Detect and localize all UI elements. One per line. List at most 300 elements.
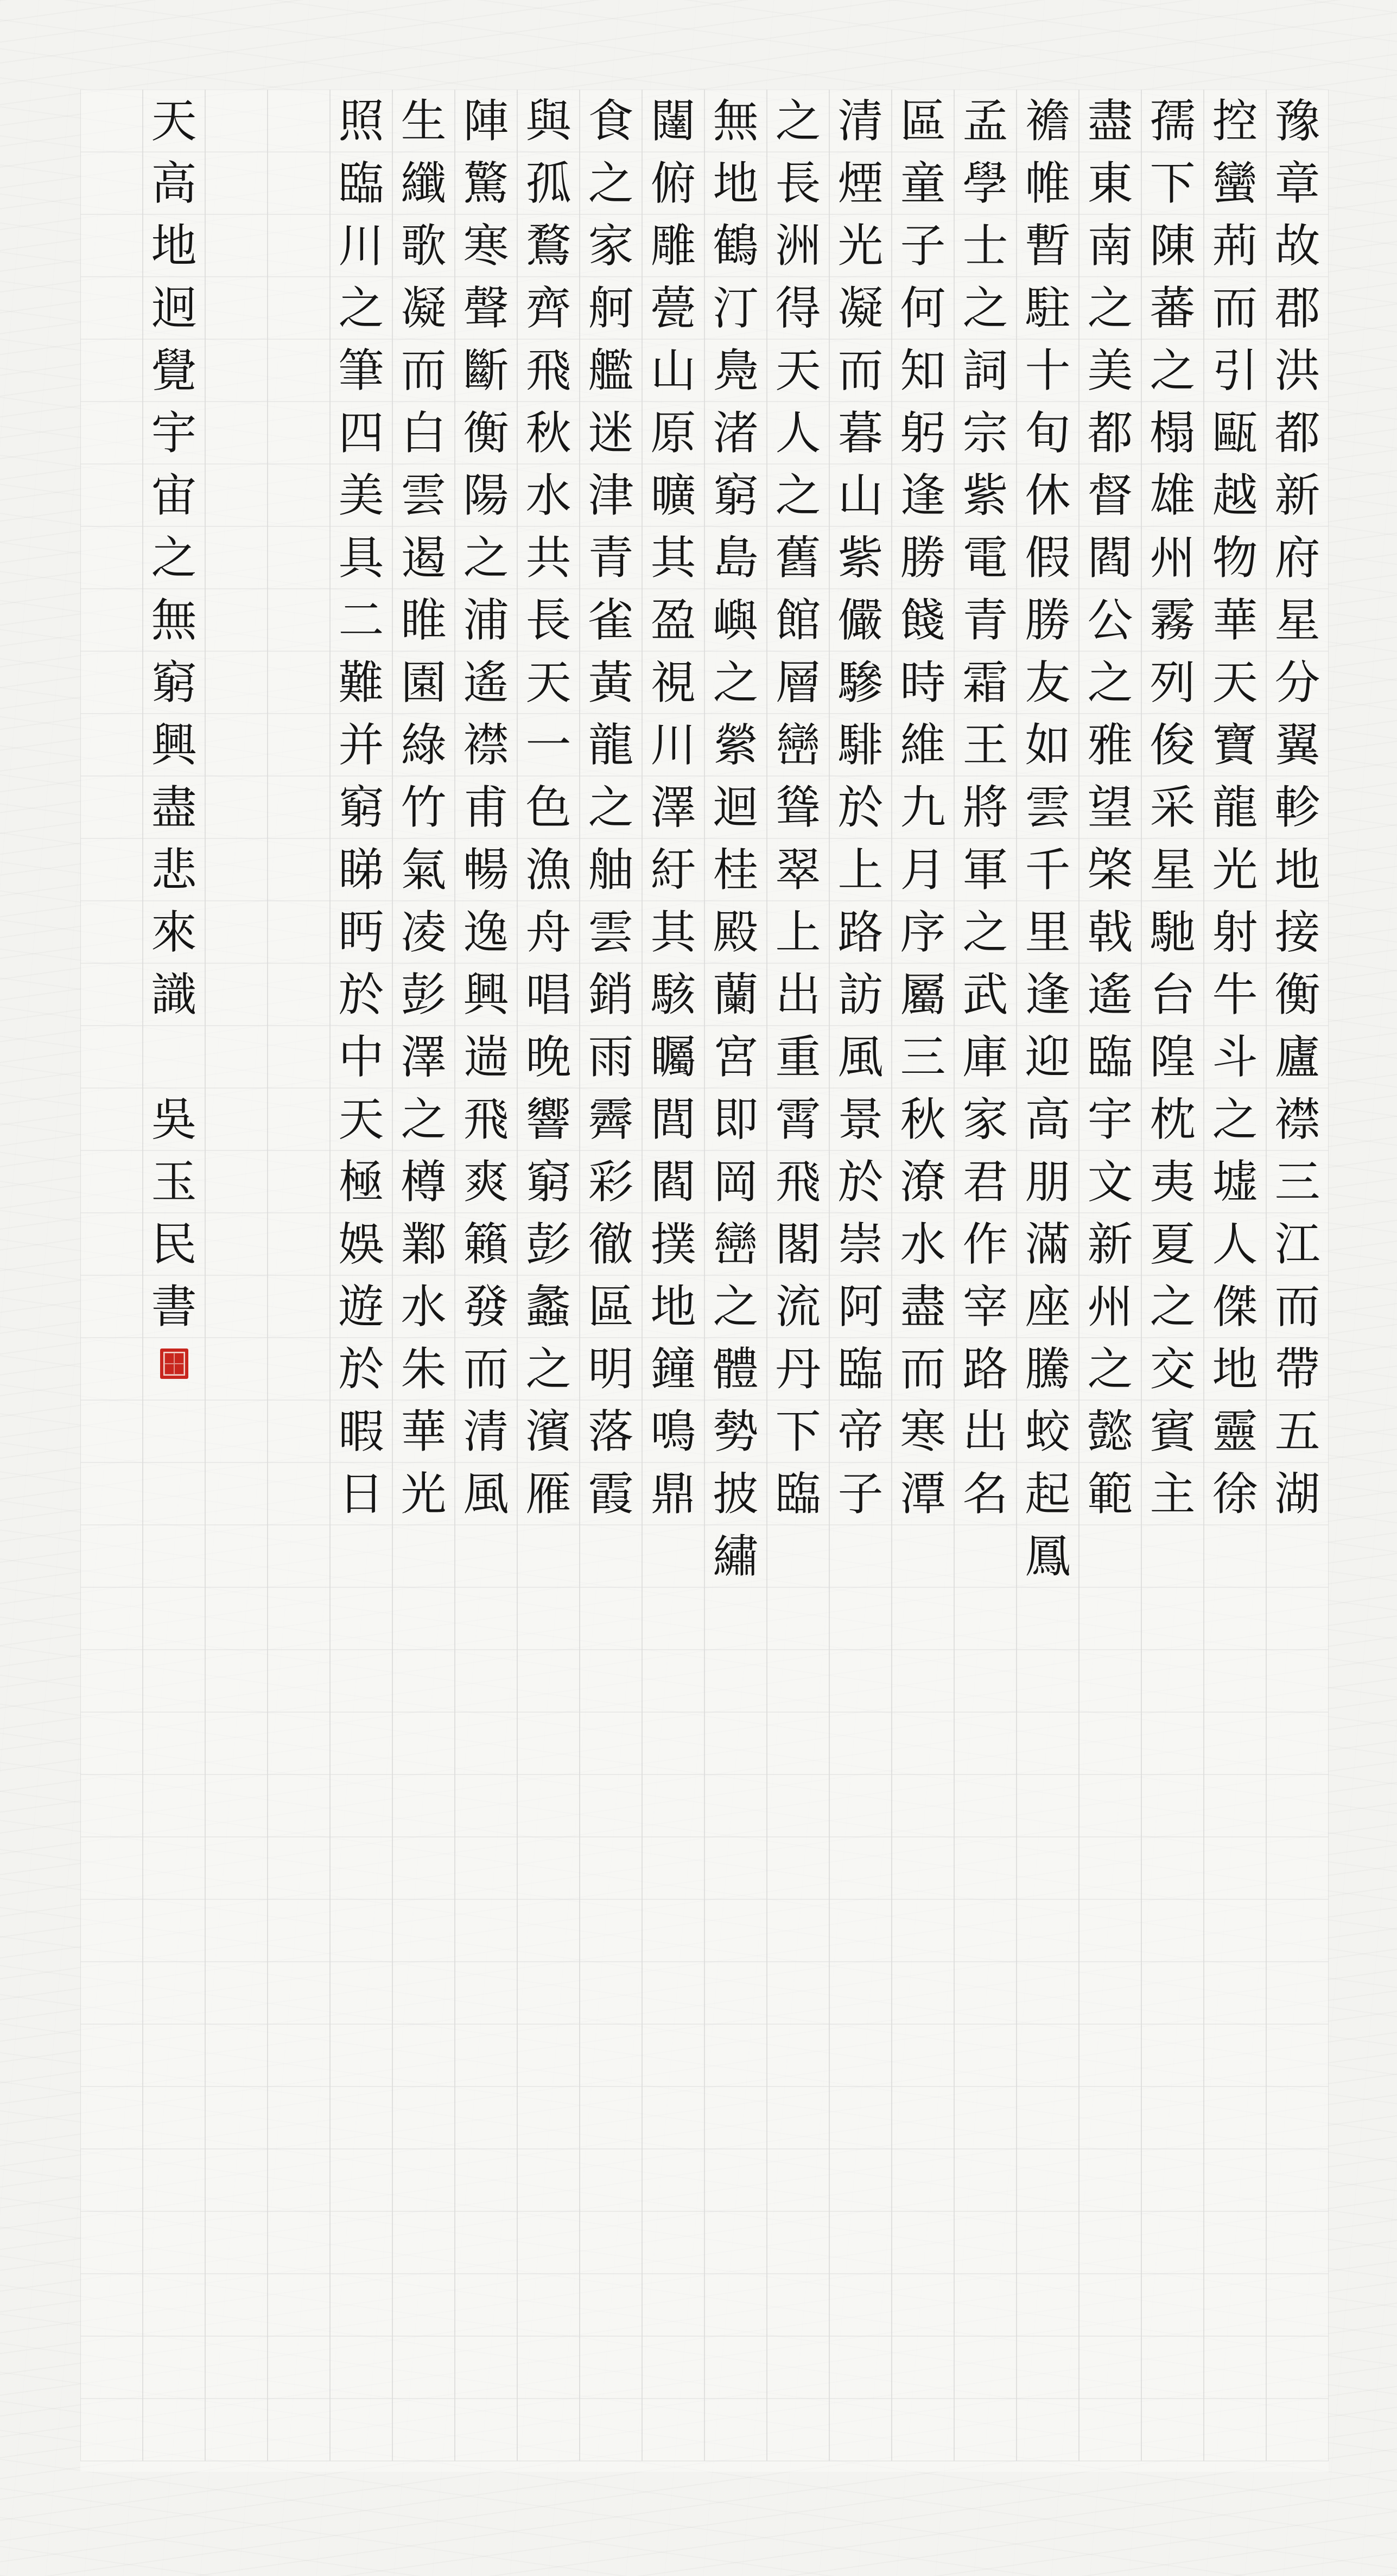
seal-script-character: 暮: [837, 406, 884, 460]
seal-script-character: 雨: [588, 1030, 634, 1084]
seal-script-character: 郡: [1274, 281, 1320, 335]
seal-script-character: 朋: [1025, 1155, 1071, 1209]
seal-script-character: 筆: [338, 344, 384, 397]
seal-script-character: 知: [900, 344, 946, 397]
seal-script-character: 長: [525, 593, 572, 647]
seal-script-character: 襜: [1025, 94, 1071, 148]
seal-stamp-icon: [163, 1352, 185, 1376]
writing-grid: [80, 90, 1329, 2472]
seal-script-character: 於: [338, 968, 384, 1021]
seal-script-character: 暢: [463, 843, 509, 896]
seal-script-character: 童: [900, 156, 946, 210]
seal-script-character: 武: [962, 968, 1008, 1021]
seal-script-character: 洲: [775, 219, 821, 272]
seal-script-character: 蛟: [1025, 1404, 1071, 1458]
seal-script-character: 星: [1274, 593, 1320, 647]
text-column: [767, 90, 829, 2472]
seal-script-character: 人: [1212, 1217, 1258, 1271]
seal-script-character: 臨: [1087, 1030, 1133, 1084]
seal-script-character: 無: [713, 94, 759, 148]
seal-script-character: 將: [962, 780, 1008, 834]
seal-script-character: 訪: [837, 968, 884, 1021]
seal-script-character: 閻: [1087, 531, 1133, 584]
seal-script-character: 殿: [713, 905, 759, 959]
seal-script-character: 夏: [1150, 1217, 1196, 1271]
seal-script-character: 青: [588, 531, 634, 584]
seal-script-character: 原: [650, 406, 696, 460]
seal-script-character: 美: [1087, 344, 1133, 397]
seal-script-character: 之: [775, 94, 821, 148]
seal-script-character: 色: [525, 780, 572, 834]
seal-script-character: 之: [151, 531, 197, 584]
seal-script-character: 鳧: [713, 344, 759, 397]
seal-script-character: 彭: [401, 968, 447, 1021]
seal-script-character: 舸: [588, 281, 634, 335]
seal-script-character: 閭: [650, 1092, 696, 1146]
seal-script-character: 勢: [713, 1404, 759, 1458]
seal-script-character: 并: [338, 718, 384, 772]
seal-script-character: 士: [962, 219, 1008, 272]
seal-script-character: 靈: [1212, 1404, 1258, 1458]
seal-script-character: 流: [775, 1280, 821, 1333]
seal-script-character: 盈: [650, 593, 696, 647]
seal-script-character: 遄: [463, 1030, 509, 1084]
seal-script-character: 窮: [713, 468, 759, 522]
seal-script-character: 綠: [401, 718, 447, 772]
seal-script-character: 交: [1150, 1342, 1196, 1396]
seal-script-character: 座: [1025, 1280, 1071, 1333]
seal-script-character: 於: [338, 1342, 384, 1396]
seal-script-character: 彩: [588, 1155, 634, 1209]
seal-script-character: 之: [588, 780, 634, 834]
seal-script-character: 逢: [900, 468, 946, 522]
seal-script-character: 迷: [588, 406, 634, 460]
seal-script-character: 地: [1212, 1342, 1258, 1396]
seal-script-character: 帶: [1274, 1342, 1320, 1396]
seal-script-character: 煙: [837, 156, 884, 210]
seal-script-character: 友: [1025, 656, 1071, 709]
seal-script-character: 王: [962, 718, 1008, 772]
seal-script-character: 區: [588, 1280, 634, 1333]
seal-script-character: 極: [338, 1155, 384, 1209]
seal-script-character: 體: [713, 1342, 759, 1396]
seal-script-character: 儼: [837, 593, 884, 647]
seal-script-character: 撲: [650, 1217, 696, 1271]
seal-script-character: 凝: [401, 281, 447, 335]
seal-script-character: 徐: [1212, 1467, 1258, 1521]
seal-script-character: 家: [962, 1092, 1008, 1146]
seal-script-character: 窮: [338, 780, 384, 834]
seal-script-character: 無: [151, 593, 197, 647]
seal-script-character: 甫: [463, 780, 509, 834]
seal-script-character: 而: [401, 344, 447, 397]
seal-script-character: 霜: [962, 656, 1008, 709]
seal-script-character: 高: [151, 156, 197, 210]
seal-script-character: 之: [463, 531, 509, 584]
seal-script-character: 射: [1212, 905, 1258, 959]
seal-script-character: 府: [1274, 531, 1320, 584]
seal-script-character: 光: [401, 1467, 447, 1521]
seal-script-character: 雅: [1087, 718, 1133, 772]
text-column: [1079, 90, 1141, 2472]
seal-script-character: 上: [775, 905, 821, 959]
seal-script-character: 甌: [1212, 406, 1258, 460]
seal-script-character: 澤: [401, 1030, 447, 1084]
seal-script-character: 食: [588, 94, 634, 148]
seal-script-character: 迴: [713, 780, 759, 834]
seal-script-character: 與: [525, 94, 572, 148]
seal-script-character: 四: [338, 406, 384, 460]
seal-script-character: 逢: [1025, 968, 1071, 1021]
seal-script-character: 識: [151, 968, 197, 1021]
text-column: [330, 90, 392, 2472]
seal-script-character: 寒: [900, 1404, 946, 1458]
signature-character: 吳: [151, 1092, 197, 1146]
text-column: [143, 90, 205, 2472]
seal-script-character: 懿: [1087, 1404, 1133, 1458]
seal-script-character: 曠: [650, 468, 696, 522]
seal-script-character: 鶴: [713, 219, 759, 272]
seal-script-character: 天: [525, 656, 572, 709]
seal-script-character: 風: [837, 1030, 884, 1084]
text-column: [1266, 90, 1329, 2472]
seal-script-character: 崇: [837, 1217, 884, 1271]
seal-script-character: 迥: [151, 281, 197, 335]
seal-script-character: 子: [837, 1467, 884, 1521]
seal-script-character: 隍: [1150, 1030, 1196, 1084]
seal-script-character: 子: [900, 219, 946, 272]
seal-script-character: 墟: [1212, 1155, 1258, 1209]
seal-script-character: 之: [713, 656, 759, 709]
seal-script-character: 光: [837, 219, 884, 272]
seal-script-character: 宮: [713, 1030, 759, 1084]
seal-script-character: 娛: [338, 1217, 384, 1271]
seal-script-character: 潭: [900, 1467, 946, 1521]
seal-script-character: 青: [962, 593, 1008, 647]
seal-script-character: 地: [713, 156, 759, 210]
seal-script-character: 陣: [463, 94, 509, 148]
seal-script-character: 長: [775, 156, 821, 210]
seal-script-character: 寶: [1212, 718, 1258, 772]
seal-script-character: 之: [525, 1342, 572, 1396]
seal-script-character: 而: [837, 344, 884, 397]
seal-script-character: 九: [900, 780, 946, 834]
seal-script-character: 齊: [525, 281, 572, 335]
seal-script-character: 暇: [338, 1404, 384, 1458]
seal-script-character: 出: [962, 1404, 1008, 1458]
seal-script-character: 庫: [962, 1030, 1008, 1084]
seal-script-character: 霄: [775, 1092, 821, 1146]
seal-script-character: 十: [1025, 344, 1071, 397]
seal-script-character: 三: [900, 1030, 946, 1084]
seal-script-character: 物: [1212, 531, 1258, 584]
seal-script-character: 斷: [463, 344, 509, 397]
seal-script-character: 美: [338, 468, 384, 522]
seal-script-character: 落: [588, 1404, 634, 1458]
seal-script-character: 秋: [900, 1092, 946, 1146]
seal-script-character: 島: [713, 531, 759, 584]
seal-script-character: 清: [463, 1404, 509, 1458]
seal-script-character: 於: [837, 780, 884, 834]
seal-script-character: 鶩: [525, 219, 572, 272]
seal-script-character: 如: [1025, 718, 1071, 772]
seal-script-character: 範: [1087, 1467, 1133, 1521]
seal-script-character: 具: [338, 531, 384, 584]
seal-script-character: 上: [837, 843, 884, 896]
seal-script-character: 勝: [1025, 593, 1071, 647]
seal-script-character: 之: [1087, 656, 1133, 709]
seal-script-character: 而: [463, 1342, 509, 1396]
text-column: [1204, 90, 1266, 2472]
seal-script-character: 臨: [338, 156, 384, 210]
seal-script-character: 帝: [837, 1404, 884, 1458]
seal-script-character: 而: [1212, 281, 1258, 335]
seal-script-character: 宰: [962, 1280, 1008, 1333]
seal-script-character: 台: [1150, 968, 1196, 1021]
seal-script-character: 旬: [1025, 406, 1071, 460]
seal-script-character: 艦: [588, 344, 634, 397]
seal-script-character: 起: [1025, 1467, 1071, 1521]
seal-script-character: 秋: [525, 406, 572, 460]
seal-script-character: 響: [525, 1092, 572, 1146]
seal-script-character: 視: [650, 656, 696, 709]
seal-script-character: 之: [401, 1092, 447, 1146]
seal-script-character: 軍: [962, 843, 1008, 896]
seal-script-character: 舟: [525, 905, 572, 959]
seal-script-character: 宇: [151, 406, 197, 460]
seal-script-character: 纖: [401, 156, 447, 210]
seal-script-character: 之: [1212, 1092, 1258, 1146]
seal-script-character: 迎: [1025, 1030, 1071, 1084]
seal-script-character: 睢: [401, 593, 447, 647]
seal-script-character: 白: [401, 406, 447, 460]
seal-script-character: 宇: [1087, 1092, 1133, 1146]
seal-script-character: 歌: [401, 219, 447, 272]
seal-script-character: 眄: [338, 905, 384, 959]
seal-script-character: 夷: [1150, 1155, 1196, 1209]
seal-script-character: 馳: [1150, 905, 1196, 959]
seal-script-character: 傑: [1212, 1280, 1258, 1333]
text-column: [580, 90, 642, 2472]
seal-script-character: 渚: [713, 406, 759, 460]
seal-script-character: 維: [900, 718, 946, 772]
seal-script-character: 地: [1274, 843, 1320, 896]
text-column: [642, 90, 704, 2472]
seal-script-character: 廬: [1274, 1030, 1320, 1084]
seal-script-character: 陽: [463, 468, 509, 522]
text-column: [517, 90, 580, 2472]
seal-script-character: 雁: [525, 1467, 572, 1521]
seal-script-character: 騰: [1025, 1342, 1071, 1396]
seal-script-character: 之: [713, 1280, 759, 1333]
seal-script-character: 縈: [713, 718, 759, 772]
seal-script-character: 甍: [650, 281, 696, 335]
seal-script-character: 何: [900, 281, 946, 335]
seal-script-character: 帷: [1025, 156, 1071, 210]
seal-script-character: 休: [1025, 468, 1071, 522]
seal-script-character: 天: [338, 1092, 384, 1146]
seal-script-character: 閻: [650, 1155, 696, 1209]
seal-script-character: 閣: [775, 1217, 821, 1271]
seal-script-character: 黃: [588, 656, 634, 709]
calligraphy-text: [80, 90, 1329, 2472]
seal-script-character: 之: [338, 281, 384, 335]
seal-script-character: 控: [1212, 94, 1258, 148]
seal-script-character: 盡: [900, 1280, 946, 1333]
seal-script-character: 風: [463, 1467, 509, 1521]
seal-script-character: 水: [900, 1217, 946, 1271]
seal-script-character: 東: [1087, 156, 1133, 210]
seal-script-character: 孺: [1150, 94, 1196, 148]
seal-script-character: 之: [588, 156, 634, 210]
seal-script-character: 州: [1150, 531, 1196, 584]
seal-script-character: 窮: [525, 1155, 572, 1209]
seal-script-character: 澤: [650, 780, 696, 834]
seal-script-character: 徹: [588, 1217, 634, 1271]
seal-script-character: 園: [401, 656, 447, 709]
seal-script-character: 督: [1087, 468, 1133, 522]
seal-script-character: 龍: [588, 718, 634, 772]
text-column: [1017, 90, 1079, 2472]
seal-script-character: 川: [338, 219, 384, 272]
seal-script-character: 巒: [713, 1217, 759, 1271]
seal-script-character: 潦: [900, 1155, 946, 1209]
seal-script-character: 出: [775, 968, 821, 1021]
seal-script-character: 孟: [962, 94, 1008, 148]
seal-script-character: 豫: [1274, 94, 1320, 148]
seal-script-character: 聳: [775, 780, 821, 834]
seal-script-character: 戟: [1087, 905, 1133, 959]
seal-script-character: 館: [775, 593, 821, 647]
seal-script-character: 華: [1212, 593, 1258, 647]
seal-script-character: 籟: [463, 1217, 509, 1271]
seal-script-character: 興: [463, 968, 509, 1021]
seal-script-character: 發: [463, 1280, 509, 1333]
seal-script-character: 舳: [588, 843, 634, 896]
seal-script-character: 雲: [588, 905, 634, 959]
seal-script-character: 蘭: [713, 968, 759, 1021]
seal-script-character: 唱: [525, 968, 572, 1021]
signature-character: 玉: [151, 1155, 197, 1209]
seal-script-character: 天: [151, 94, 197, 148]
seal-script-character: 詞: [962, 344, 1008, 397]
seal-script-character: 即: [713, 1092, 759, 1146]
seal-script-character: 棨: [1087, 843, 1133, 896]
text-column: [892, 90, 954, 2472]
seal-script-character: 主: [1150, 1467, 1196, 1521]
seal-script-character: 之: [1087, 281, 1133, 335]
seal-script-character: 光: [1212, 843, 1258, 896]
seal-script-character: 重: [775, 1030, 821, 1084]
seal-script-character: 岡: [713, 1155, 759, 1209]
seal-script-character: 於: [837, 1155, 884, 1209]
seal-script-character: 臨: [775, 1467, 821, 1521]
seal-script-character: 駐: [1025, 281, 1071, 335]
seal-script-character: 路: [837, 905, 884, 959]
seal-script-character: 枕: [1150, 1092, 1196, 1146]
seal-script-character: 鳴: [650, 1404, 696, 1458]
seal-script-character: 衡: [463, 406, 509, 460]
seal-script-character: 覺: [151, 344, 197, 397]
seal-script-character: 景: [837, 1092, 884, 1146]
seal-script-character: 高: [1025, 1092, 1071, 1146]
seal-script-character: 作: [962, 1217, 1008, 1271]
text-column: [455, 90, 517, 2472]
seal-script-character: 躬: [900, 406, 946, 460]
seal-script-character: 盡: [1087, 94, 1133, 148]
seal-script-character: 漁: [525, 843, 572, 896]
seal-script-character: 清: [837, 94, 884, 148]
seal-script-character: 汀: [713, 281, 759, 335]
seal-script-character: 雀: [588, 593, 634, 647]
seal-script-character: 勝: [900, 531, 946, 584]
seal-script-character: 都: [1274, 406, 1320, 460]
seal-script-character: 舊: [775, 531, 821, 584]
seal-script-character: 牛: [1212, 968, 1258, 1021]
seal-script-character: 湖: [1274, 1467, 1320, 1521]
seal-script-character: 襟: [463, 718, 509, 772]
text-column: [1141, 90, 1204, 2472]
seal-script-character: 屬: [900, 968, 946, 1021]
seal-script-character: 君: [962, 1155, 1008, 1209]
seal-script-character: 之: [962, 905, 1008, 959]
seal-script-character: 鐘: [650, 1342, 696, 1396]
seal-script-character: 爽: [463, 1155, 509, 1209]
seal-script-character: 朱: [401, 1342, 447, 1396]
seal-script-character: 中: [338, 1030, 384, 1084]
seal-script-character: 路: [962, 1342, 1008, 1396]
seal-script-character: 日: [338, 1467, 384, 1521]
seal-script-character: 洪: [1274, 344, 1320, 397]
seal-script-character: 川: [650, 718, 696, 772]
seal-script-character: 陳: [1150, 219, 1196, 272]
seal-script-character: 山: [650, 344, 696, 397]
seal-script-character: 里: [1025, 905, 1071, 959]
seal-script-character: 三: [1274, 1155, 1320, 1209]
seal-script-character: 地: [650, 1280, 696, 1333]
seal-script-character: 霞: [588, 1467, 634, 1521]
seal-script-character: 之: [1150, 1280, 1196, 1333]
seal-script-character: 阿: [837, 1280, 884, 1333]
seal-script-character: 俯: [650, 156, 696, 210]
seal-script-character: 闥: [650, 94, 696, 148]
seal-script-character: 電: [962, 531, 1008, 584]
seal-script-character: 餞: [900, 593, 946, 647]
seal-script-character: 臨: [837, 1342, 884, 1396]
seal-script-character: 氣: [401, 843, 447, 896]
seal-script-character: 層: [775, 656, 821, 709]
seal-script-character: 霧: [1150, 593, 1196, 647]
seal-script-character: 飛: [525, 344, 572, 397]
seal-script-character: 興: [151, 718, 197, 772]
seal-script-character: 章: [1274, 156, 1320, 210]
seal-script-character: 衡: [1274, 968, 1320, 1021]
seal-script-character: 蠡: [525, 1280, 572, 1333]
seal-script-character: 宗: [962, 406, 1008, 460]
seal-script-character: 列: [1150, 656, 1196, 709]
seal-script-character: 巒: [775, 718, 821, 772]
seal-script-character: 華: [401, 1404, 447, 1458]
seal-script-character: 采: [1150, 780, 1196, 834]
seal-script-character: 之: [1150, 344, 1196, 397]
seal-script-character: 月: [900, 843, 946, 896]
seal-script-character: 之: [1087, 1342, 1133, 1396]
seal-script-character: 寒: [463, 219, 509, 272]
seal-script-character: 霽: [588, 1092, 634, 1146]
text-column: [954, 90, 1017, 2472]
text-column: [704, 90, 767, 2472]
seal-script-character: 假: [1025, 531, 1071, 584]
